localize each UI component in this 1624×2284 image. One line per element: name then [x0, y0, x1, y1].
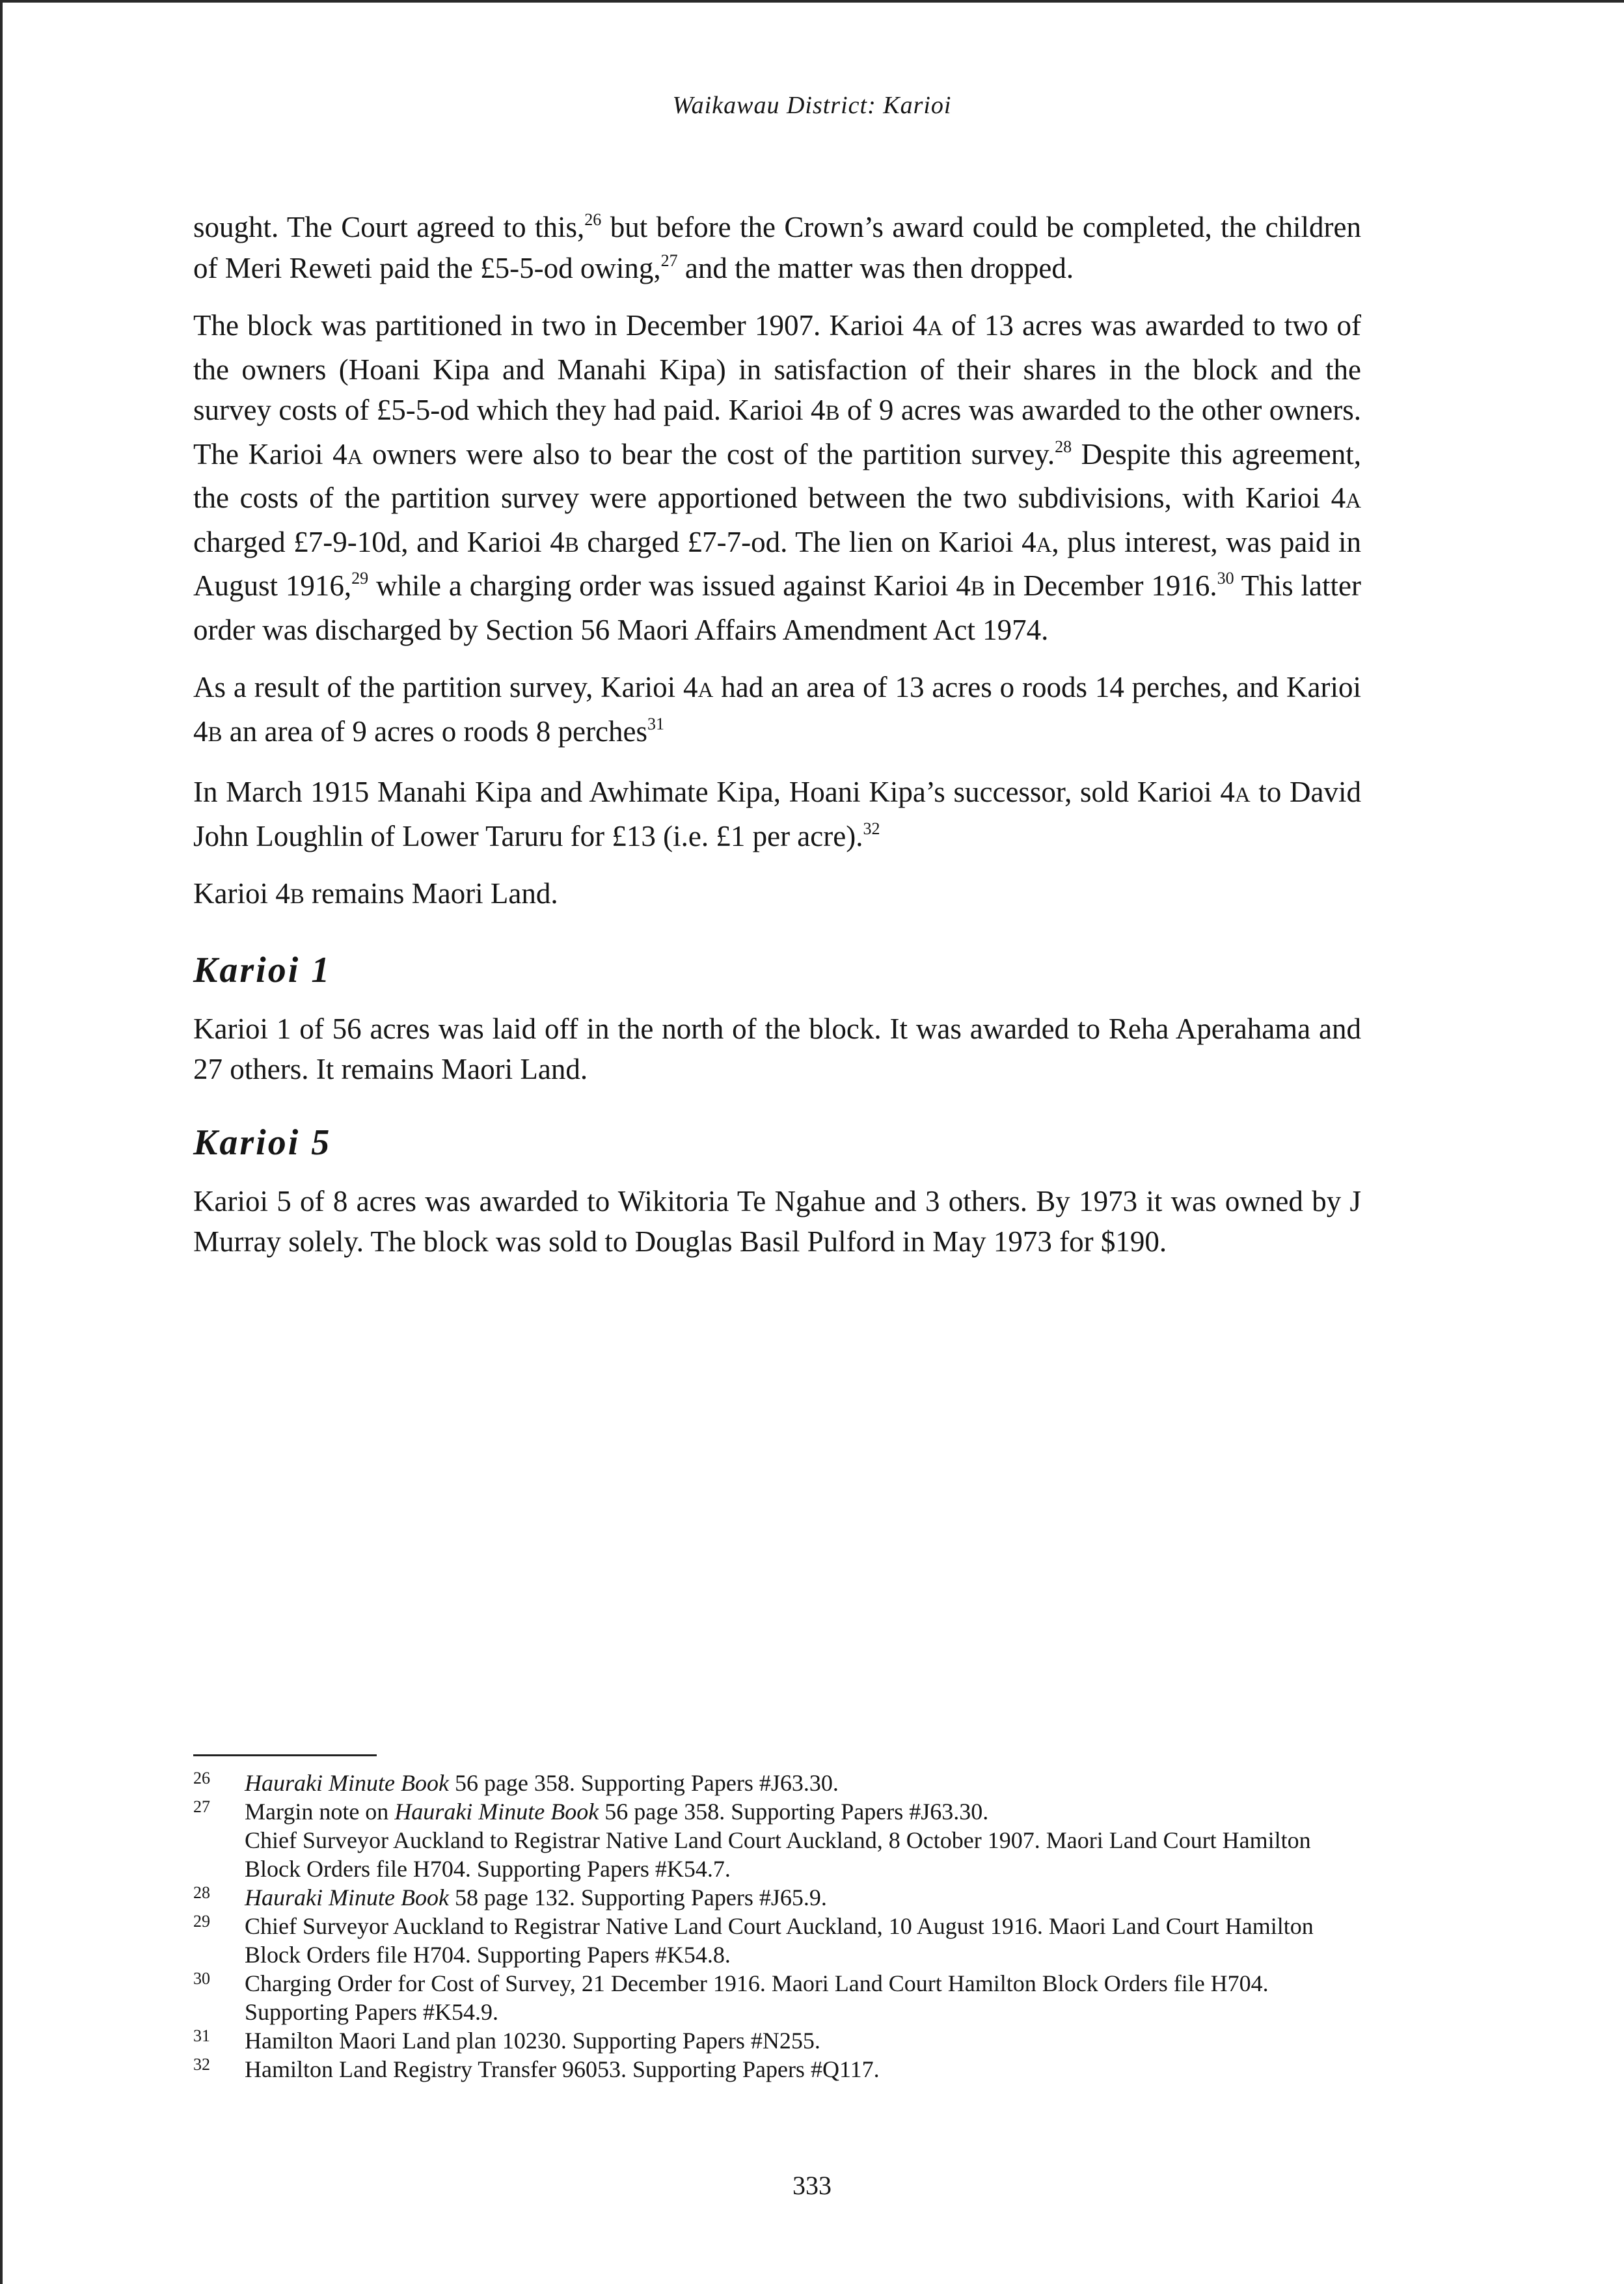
- footnote-32: 32 Hamilton Land Registry Transfer 96053. Supporting Papers #Q117.: [193, 2055, 880, 2082]
- paragraph-4: In March 1915 Manahi Kipa and Awhimate Kipa, Hoani Kipa’s successor, sold Karioi 4A to David John Loughlin of Lower Taruru for £13 (i.e. £1 per acre).$^{32}$: [193, 776, 1361, 852]
- main-text: [193, 207, 1361, 1279]
- footnote-number: 30: [193, 1969, 210, 1988]
- paragraph-1: sought. The Court agreed to this,$^{26}$ but before the Crown’s award could be completed, the children of Meri Reweti paid the £5-5-od owing,$^{27}$ and the matter was then dropped.: [193, 210, 1362, 284]
- footnotes: [193, 1769, 1364, 2084]
- footnote-ref-32[interactable]: 32: [863, 819, 880, 838]
- footnote-ref-28[interactable]: 28: [1055, 437, 1072, 456]
- running-head: Waikawau District: Karioi: [672, 92, 952, 119]
- footnote-number: 27: [193, 1797, 210, 1816]
- footnote-27: 27 Margin note on Hauraki Minute Book 56 page 358. Supporting Papers #J63.30. Chief Surveyor Auckland to Registrar Native Land Court Auckland, 8 October 1907. Maori Land Court Hamilton Block Orders file H704. Supporting Papers #K54.7.: [193, 1797, 1311, 1882]
- footnote-30: 30 Charging Order for Cost of Survey, 21 December 1916. Maori Land Court Hamilton Block Orders file H704. Supporting Papers #K54.9.: [193, 1969, 1269, 2025]
- footnote-31: 31 Hamilton Maori Land plan 10230. Supporting Papers #N255.: [193, 2026, 820, 2054]
- page-number: 333: [792, 2171, 832, 2200]
- footnote-number: 31: [193, 2026, 210, 2045]
- paragraph-2: The block was partitioned in two in December 1907. Karioi 4A of 13 acres was awarded to two of the owners (Hoani Kipa and Manahi Kipa) in satisfaction of their shares in the block and the survey costs of £5-5-od which they had paid. Karioi 4B of 9 acres was awarded to the other owners. The Karioi 4A owners were also to bear the cost of the partition survey.$^{28}$ Despite this agreement, the costs of the partition survey were apportioned between the two subdivisions, with Karioi 4A charged £7-9-10d, and Karioi 4B charged £7-7-od. The lien on Karioi 4A, plus interest, was paid in August 1916,29 while a charging order was issued against Karioi 4B in December 1916.30 This latter order was discharged by Section 56 Maori Affairs Amendment Act 1974.: [193, 309, 1361, 646]
- left-border-rule: [0, 0, 3, 2284]
- section-heading-karioi-1: Karioi 1: [193, 949, 332, 990]
- footnote-number: 29: [193, 1912, 210, 1931]
- footnote-28: 28 Hauraki Minute Book 58 page 132. Supporting Papers #J65.9.: [193, 1883, 827, 1910]
- footnote-ref-27[interactable]: 27: [660, 251, 678, 270]
- section-heading-karioi-5: Karioi 5: [193, 1122, 332, 1163]
- footnote-ref-26[interactable]: 26: [584, 210, 602, 229]
- paragraph-7: Karioi 5 of 8 acres was awarded to Wikitoria Te Ngahue and 3 others. By 1973 it was owned by J Murray solely. The block was sold to Douglas Basil Pulford in May 1973 for $190.: [193, 1184, 1361, 1258]
- footnote-ref-31[interactable]: 31: [647, 714, 664, 733]
- paragraph-5: Karioi 4B remains Maori Land.: [193, 877, 558, 910]
- footnote-separator: [193, 1754, 377, 1756]
- footnote-number: 32: [193, 2055, 210, 2074]
- footnote-29: 29 Chief Surveyor Auckland to Registrar Native Land Court Auckland, 10 August 1916. Maori Land Court Hamilton Block Orders file H704. Supporting Papers #K54.8.: [193, 1912, 1314, 1968]
- footnote-number: 28: [193, 1883, 210, 1902]
- footnote-number: 26: [193, 1769, 210, 1788]
- paragraph-6: Karioi 1 of 56 acres was laid off in the north of the block. It was awarded to Reha Aperahama and 27 others. It remains Maori Land.: [193, 1012, 1361, 1085]
- footnote-ref-30[interactable]: 30: [1217, 569, 1234, 588]
- paragraph-3: As a result of the partition survey, Karioi 4A had an area of 13 acres o roods 14 perches, and Karioi 4B an area of 9 acres o roods 8 perches$^{31}$: [193, 671, 1361, 748]
- footnote-26: 26 Hauraki Minute Book 56 page 358. Supporting Papers #J63.30.: [193, 1769, 839, 1796]
- footnote-ref-29[interactable]: 29: [351, 569, 369, 588]
- top-border-rule: [0, 0, 1624, 3]
